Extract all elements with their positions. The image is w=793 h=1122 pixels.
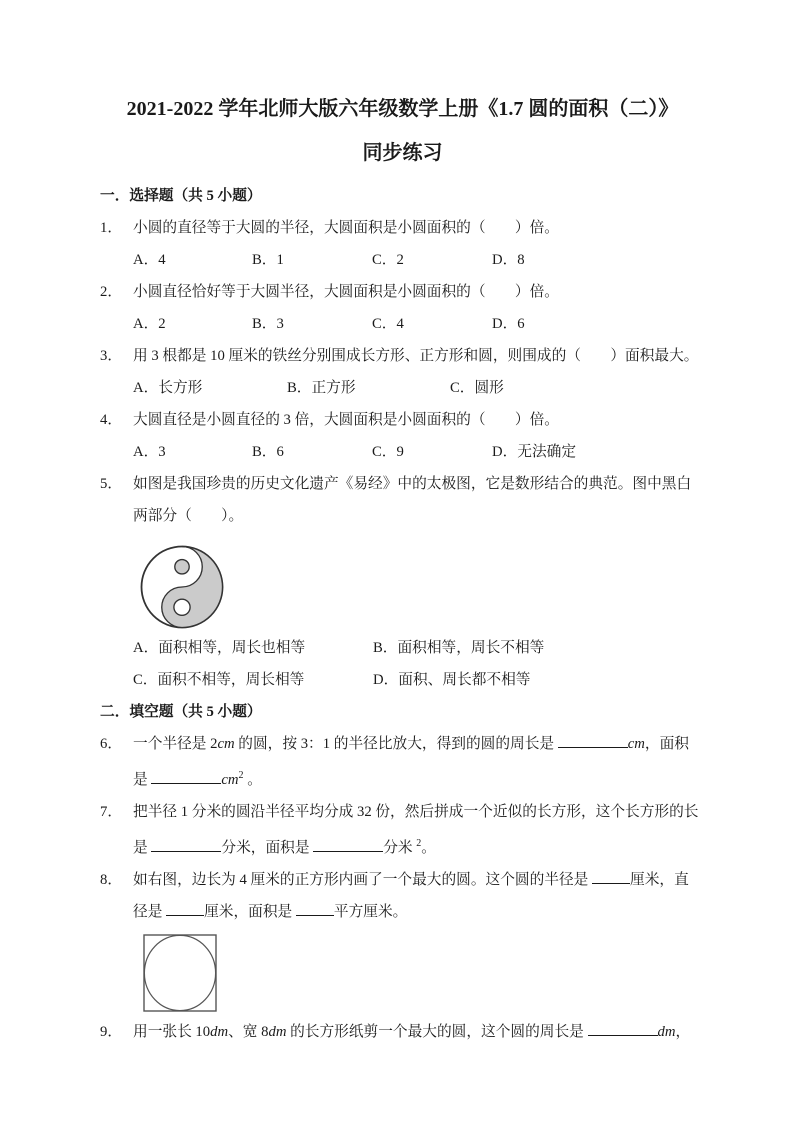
option: A．4 — [133, 252, 166, 268]
text-run: 厘米，直 — [630, 871, 689, 888]
option: C．4 — [372, 316, 404, 332]
question-text — [133, 864, 705, 928]
question-number: 9． — [100, 1023, 123, 1040]
option: C．圆形 — [450, 380, 504, 396]
option: B．面积相等，周长不相等 — [373, 640, 545, 656]
option: D．面积、周长都不相等 — [373, 672, 531, 688]
superscript: 2 — [238, 770, 244, 781]
unit-label: dm — [210, 1023, 229, 1040]
question-number: 7． — [100, 803, 123, 820]
option: D．无法确定 — [492, 444, 577, 460]
option: C．面积不相等，周长相等 — [133, 672, 305, 688]
question-4 — [100, 404, 705, 468]
answer-blank — [151, 837, 221, 852]
text-run: 。 — [421, 839, 436, 856]
taiji-yin-yang-figure — [137, 542, 227, 632]
sections-container — [100, 180, 705, 1048]
text-run: 厘米，面积是 — [204, 903, 296, 920]
options-row — [133, 436, 705, 468]
question-text — [133, 276, 705, 308]
question-7 — [100, 796, 705, 864]
question-text — [133, 468, 705, 532]
unit-label: cm — [217, 736, 235, 752]
section-header: 一．选择题（共 5 小题） — [100, 188, 262, 204]
option: A．3 — [133, 444, 166, 460]
text-run: 用一张长 10 — [133, 1023, 211, 1040]
text-run: 小圆的直径等于大圆的半径，大圆面积是小圆面积的（ ）倍。 — [133, 220, 559, 236]
text-run: ， — [675, 1023, 691, 1040]
option: A．2 — [133, 316, 166, 332]
text-run: 是 — [133, 839, 152, 856]
question-text — [133, 340, 705, 372]
text-run: 平方厘米。 — [333, 903, 408, 920]
option: A．长方形 — [133, 380, 203, 396]
text-run: 。 — [243, 771, 262, 788]
superscript: 2 — [416, 837, 422, 849]
question-9 — [100, 1016, 705, 1048]
option: B．6 — [252, 444, 284, 460]
text-run: 分米 — [383, 839, 417, 856]
options-row — [133, 372, 705, 404]
question-text — [133, 796, 705, 864]
question-text — [133, 728, 705, 796]
option: B．正方形 — [287, 380, 356, 396]
taiji-top-dot — [175, 560, 189, 574]
question-3 — [100, 340, 705, 404]
option: C．2 — [372, 252, 404, 268]
question-number: 2． — [100, 284, 123, 300]
section-2 — [100, 696, 705, 1048]
text-run: 用 3 根都是 10 厘米的铁丝分别围成长方形、正方形和圆，则围成的（ ）面积最大。 — [133, 348, 699, 364]
question-5 — [100, 468, 705, 696]
option: D．6 — [492, 316, 525, 332]
unit-label: dm — [657, 1023, 676, 1040]
option: B．3 — [252, 316, 284, 332]
answer-blank — [151, 769, 221, 784]
question-6 — [100, 728, 705, 796]
option: B．1 — [252, 252, 284, 268]
section-1 — [100, 180, 705, 696]
section-header: 二．填空题（共 5 小题） — [100, 704, 262, 720]
option: C．9 — [372, 444, 404, 460]
text-run: 分米，面积是 — [221, 839, 314, 856]
question-text — [133, 404, 705, 436]
question-8 — [100, 864, 705, 1012]
answer-blank — [592, 869, 630, 884]
answer-blank — [166, 901, 204, 916]
question-number: 5． — [100, 476, 123, 492]
text-run: 小圆直径恰好等于大圆半径，大圆面积是小圆面积的（ ）倍。 — [133, 284, 559, 300]
text-run: 两部分（ ）。 — [133, 508, 244, 524]
title-line-2: 同步练习 — [362, 142, 443, 164]
text-run: 如图是我国珍贵的历史文化遗产《易经》中的太极图，它是数形结合的典范。图中黑白 — [133, 476, 692, 492]
text-run: 径是 — [133, 903, 167, 920]
square_circle-figure-wrap — [143, 934, 705, 1012]
text-run: 一个半径是 2 — [133, 736, 218, 752]
text-run: ，面积 — [644, 736, 689, 752]
unit-label: cm — [627, 736, 645, 752]
question-number: 3． — [100, 348, 123, 364]
question-2 — [100, 276, 705, 340]
unit-label: cm — [221, 771, 239, 788]
question-text — [133, 212, 705, 244]
answer-blank — [558, 733, 628, 748]
option: D．8 — [492, 252, 525, 268]
text-run: 、宽 8 — [228, 1023, 269, 1040]
question-number: 4． — [100, 412, 123, 428]
text-run: 大圆直径是小圆直径的 3 倍，大圆面积是小圆面积的（ ）倍。 — [133, 412, 559, 428]
options-row — [133, 308, 705, 340]
question-1 — [100, 212, 705, 276]
question-number: 8． — [100, 871, 123, 888]
text-run: 的圆，按 3：1 的半径比放大，得到的圆的周长是 — [234, 736, 558, 752]
answer-blank — [296, 901, 334, 916]
text-run: 把半径 1 分米的圆沿半径平均分成 32 份，然后拼成一个近似的长方形，这个长方形的长 — [133, 803, 699, 820]
unit-label: dm — [268, 1023, 287, 1040]
text-run: 是 — [133, 771, 152, 788]
options-row — [133, 632, 705, 696]
answer-blank — [588, 1021, 658, 1036]
question-text — [133, 1016, 705, 1048]
taiji-bottom-dot — [174, 599, 190, 615]
question-number: 1． — [100, 220, 123, 236]
document-title — [100, 94, 705, 168]
answer-blank — [313, 837, 383, 852]
question-number: 6． — [100, 736, 123, 752]
square-inscribed-circle-figure — [143, 934, 217, 1012]
title-line-1: 2021-2022 学年北师大版六年级数学上册《1.7 圆的面积（二）》 — [126, 98, 679, 120]
taiji-figure-wrap — [137, 542, 705, 632]
text-run: 的长方形纸剪一个最大的圆，这个圆的周长是 — [286, 1023, 588, 1040]
options-row — [133, 244, 705, 276]
text-run: 如右图，边长为 4 厘米的正方形内画了一个最大的圆。这个圆的半径是 — [133, 871, 592, 888]
option: A．面积相等，周长也相等 — [133, 640, 306, 656]
